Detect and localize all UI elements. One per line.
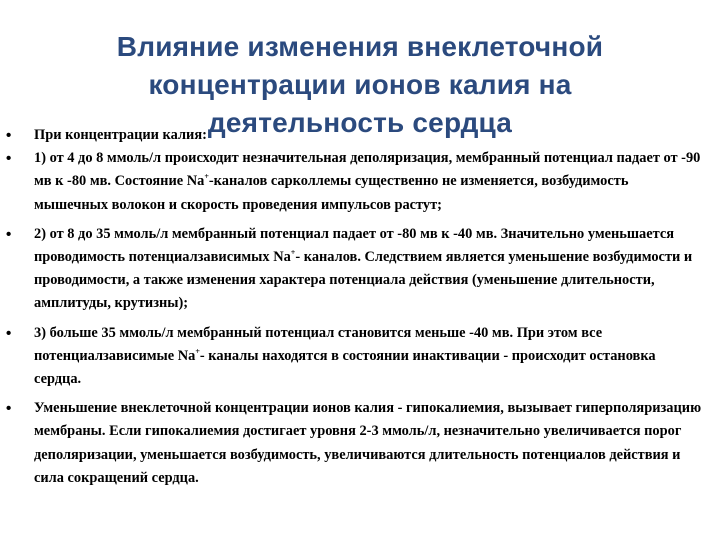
bullet-dot-icon: • xyxy=(6,324,12,342)
bullet-dot-icon: • xyxy=(6,150,12,168)
bullet-list xyxy=(6,124,702,496)
list-item xyxy=(6,147,702,217)
bullet-text: - каналы находятся в состоянии инактивации - происходит остановка сердца. xyxy=(34,347,656,388)
list-item xyxy=(6,223,702,316)
superscript-plus: + xyxy=(290,248,296,258)
bullet-text: 3) больше 35 ммоль/л мембранный потенциал становится меньше -40 мв. При этом все потенциалзависимые Na xyxy=(34,324,603,364)
bullet-text: - каналов. Следствием является уменьшение возбудимости и проводимости, а также изменения характера потенциала действия (уменьшение длительности, амплитуды, крутизны); xyxy=(34,249,693,312)
superscript-plus: + xyxy=(204,172,209,182)
list-item xyxy=(6,322,702,392)
bullet-text: Уменьшение внеклеточной концентрации ионов калия - гипокалиемия, вызывает гиперполяризацию мембраны. Если гипокалиемия достигает уровня 2-3 ммоль/л, незначительно увеличивается порог деполяризации, уменьшается возбудимость, увеличиваются длительность потенциалов действия и сила сокращений сердца. xyxy=(34,400,702,486)
list-item xyxy=(6,397,702,490)
bullet-dot-icon: • xyxy=(6,400,12,418)
bullet-text: 2) от 8 до 35 ммоль/л мембранный потенциал падает от -80 мв к -40 мв. Значительно уменьшается проводимость потенциалзависимых Na xyxy=(34,225,675,266)
bullet-dot-icon: • xyxy=(6,225,12,243)
title-line-2: концентрации ионов калия на xyxy=(148,69,572,100)
bullet-text: При концентрации калия: xyxy=(34,127,207,143)
bullet-text: -каналов сарколлемы существенно не изменяется, возбудимость мышечных волокон и скорость проведения импульсов растут; xyxy=(34,173,629,213)
bullet-dot-icon: • xyxy=(6,127,12,144)
title-line-1: Влияние изменения внеклеточной xyxy=(116,31,604,62)
bullet-text: 1) от 4 до 8 ммоль/л происходит незначительная деполяризация, мембранный потенциал падает от -90 мв к -80 мв. Состояние Na xyxy=(34,150,701,190)
slide-title xyxy=(90,28,630,142)
superscript-plus: + xyxy=(195,347,200,357)
title-line-3: деятельность сердца xyxy=(207,107,513,138)
